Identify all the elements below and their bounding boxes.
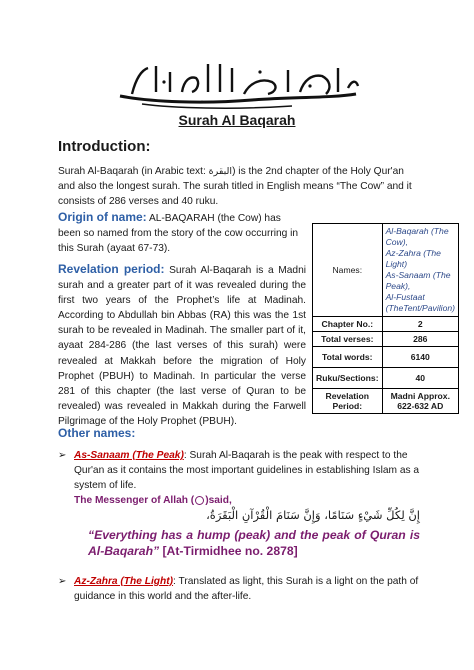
messenger-text-b: )said, [205,495,232,506]
intro-text-b: ) is the 2nd chapter of the Holy Qur'an and also the longest surah. The surah titled in English means “The Cow” and it consists of 286 verses and 40 ruku. [58,166,412,207]
bullet2-term: Az-Zahra (The Light) [74,576,174,587]
ruku-value: 40 [382,368,458,389]
name-line: Al-Baqarah (The Cow), [385,226,449,247]
table-row [313,389,459,414]
surah-info-table [312,223,459,414]
name-line: Az-Zahra (The Light) [385,248,441,269]
revelation-period-key: Revelation Period: [313,389,383,414]
revelation-text: Surah Al-Baqarah is a Madni surah and a greater part of it was revealed during the first two years of the Prophet’s life at Madinah. According to Abdullah bin Abbas (RA) this was the 1st surah to be revealed in Madinah. The smaller part of it, ayaat 284-286 (the last verses of this surah) were revealed at Makkah before the migration of Holy Prophet (PBUH) to Madinah. In particular the verse 281 of this chapter (the last verse of Quran to be revealed) was revealed in Makkah during the Farwell Pilgrimage of the Holy Prophet (PBUH). [58,265,306,427]
bullet1-text: : Surah Al-Baqarah is the peak with respect to the Qur'an as it contains the most important guidelines in establishing Islam as a system of life. [74,450,420,491]
chapter-value: 2 [382,317,458,332]
bullet2-text: : Translated as light, this Surah is a light on the path of guidance in this world and the after-life. [74,576,419,602]
intro-text-a: Surah Al-Baqarah (in Arabic text: [58,166,209,177]
introduction-heading: Introduction: [58,138,151,155]
revelation-label: Revelation period: [58,262,165,276]
messenger-text-a: The Messenger of Allah ( [74,495,195,506]
revelation-period-value: Madni Approx. 622-632 AD [382,389,458,414]
introduction-paragraph [58,164,422,209]
bismillah-calligraphy [112,58,362,110]
table-row [313,224,459,317]
page-title: Surah Al Baqarah [178,112,296,128]
list-item [58,574,420,604]
verses-key: Total verses: [313,332,383,347]
table-row [313,347,459,368]
messenger-line [74,493,420,508]
names-key: Names: [313,224,383,317]
arrow-bullet-icon: ➢ [58,450,67,461]
names-value [382,224,458,317]
hadith-quote [88,527,420,559]
table-row [313,368,459,389]
name-line: Al-Fustaat (TheTent/Pavilion) [385,292,455,313]
intro-arabic-name: البقرة [208,166,233,177]
origin-label: Origin of name: [58,210,147,224]
table-row [313,317,459,332]
verses-value: 286 [382,332,458,347]
pbuh-icon [195,496,204,505]
table-row [313,332,459,347]
other-names-heading: Other names: [58,426,136,440]
origin-paragraph [58,210,306,256]
arrow-bullet-icon: ➢ [58,576,67,587]
chapter-key: Chapter No.: [313,317,383,332]
arabic-hadith: إِنَّ لِكُلِّ شَيْءٍ سَنَامًا، وَإِنَّ سَنَامَ الْقُرْآنِ الْبَقَرَةُ، [206,508,420,522]
list-item [58,448,420,508]
ruku-key: Ruku/Sections: [313,368,383,389]
bullet1-term: As-Sanaam (The Peak) [74,450,184,461]
revelation-paragraph [58,262,306,429]
words-value: 6140 [382,347,458,368]
quote-text: “Everything has a hump (peak) and the peak of Quran is Al-Baqarah” [88,528,420,558]
name-line: As-Sanaam (The Peak), [385,270,451,291]
quote-reference: [At-Tirmidhee no. 2878] [159,544,298,558]
words-key: Total words: [313,347,383,368]
origin-text: AL-BAQARAH (the Cow) has been so named from the story of the cow occurring in this Surah (ayaat 67-73). [58,213,299,254]
